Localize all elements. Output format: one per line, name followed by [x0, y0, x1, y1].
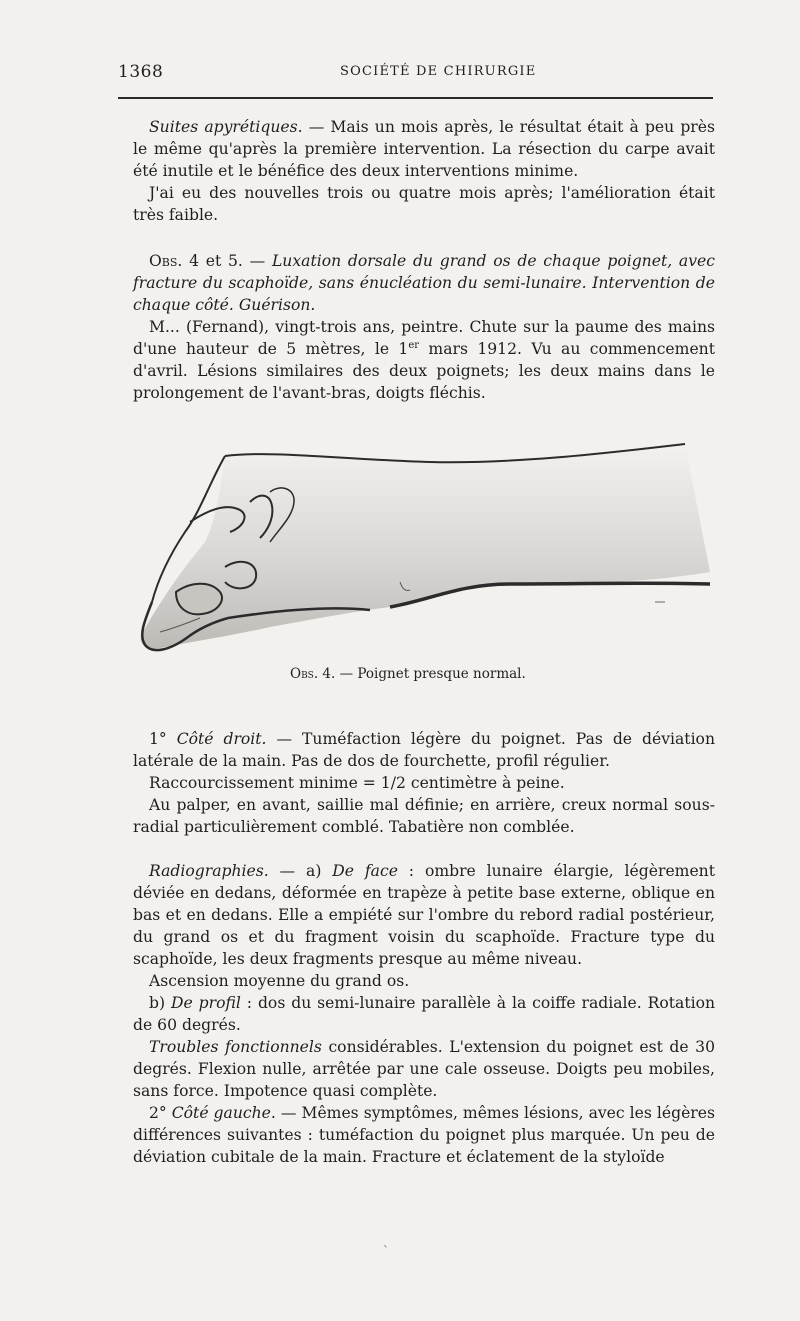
text-radiographies: : ombre lunaire élargie, légèrement déviée en dedans, déformée en trapèze à petite base externe, oblique en bas et en dedans. Elle a empiété sur l'ombre du rebord radial postérieur, du grand os et du fragment voisin du scaphoïde. Fracture type du scaphoïde, les deux fragments presque au même niveau.: [133, 862, 715, 968]
text-patient-sup: er: [408, 339, 420, 351]
text-profil-pre: b): [149, 994, 171, 1012]
lead-gauche: Côté gauche.: [171, 1104, 276, 1122]
running-title: SOCIÉTÉ DE CHIRURGIE: [340, 64, 537, 79]
text-raccourcissement: Raccourcissement minime = 1/2 centimètre à peine.: [149, 774, 565, 792]
lead-de-face: De face: [332, 862, 398, 880]
lead-suites: Suites apyrétiques.: [149, 118, 303, 136]
stray-mark: ˋ: [383, 1244, 389, 1258]
lead-droit: Côté droit.: [176, 730, 267, 748]
lead-radiographies: Radiographies.: [149, 862, 269, 880]
paragraph-patient: [133, 316, 715, 404]
paragraph-nouvelles: [133, 182, 715, 226]
paragraph-de-profil: [133, 992, 715, 1036]
text-troubles: considérables. L'extension du poignet est de 30 degrés. Flexion nulle, arrêtée par une cale osseuse. Doigts peu mobiles, sans force. Impotence quasi complète.: [133, 1038, 715, 1100]
paragraph-cote-gauche: [133, 1102, 715, 1168]
text-patient-after: mars 1912. Vu au commencement d'avril. Lésions similaires des deux poignets; les deux mains dans le prolongement de l'avant-bras, doigts fléchis.: [133, 340, 715, 402]
text-nouvelles: J'ai eu des nouvelles trois ou quatre mois après; l'amélioration était très faible.: [133, 184, 715, 224]
paragraph-radiographies: [133, 860, 715, 970]
obs-label: Obs.: [149, 252, 183, 270]
num-gauche: 2°: [149, 1104, 167, 1122]
text-ascension: Ascension moyenne du grand os.: [149, 972, 410, 990]
caption-text: 4. — Poignet presque normal.: [318, 666, 526, 682]
text-de-profil: : dos du semi-lunaire parallèle à la coiffe radiale. Rotation de 60 degrés.: [133, 994, 716, 1034]
text-droit: — Tuméfaction légère du poignet. Pas de déviation latérale de la main. Pas de dos de fourchette, profil régulier.: [133, 730, 715, 770]
paragraph-cote-droit: [133, 728, 715, 772]
wrist-illustration: [130, 432, 715, 662]
paragraph-ascension: [133, 970, 715, 992]
lead-de-profil: De profil: [170, 994, 241, 1012]
paragraph-troubles: [133, 1036, 715, 1102]
paragraph-suites: [133, 116, 715, 182]
paragraph-obs-heading: [133, 250, 715, 316]
obs-title: Luxation dorsale du grand os de chaque poignet, avec fracture du scaphoïde, sans énucléation du semi-lunaire. Intervention de chaque côté. Guérison.: [133, 252, 715, 314]
paragraph-palper: [133, 794, 715, 838]
text-radio-mid: — a): [268, 862, 333, 880]
text-suites: — Mais un mois après, le résultat était à peu près le même qu'après la première intervention. La résection du carpe avait été inutile et le bénéfice des deux interventions minime.: [133, 118, 715, 180]
header-rule: [118, 97, 713, 99]
paragraph-raccourcissement: [133, 772, 715, 794]
text-patient-before: M... (Fernand), vingt-trois ans, peintre. Chute sur la paume des mains d'une hauteur de 5 mètres, le 1: [133, 318, 715, 358]
caption-label: Obs.: [290, 666, 319, 682]
obs-numbers: 4 et 5. —: [182, 252, 272, 270]
lead-troubles: Troubles fonctionnels: [149, 1038, 322, 1056]
text-palper: Au palper, en avant, saillie mal définie; en arrière, creux normal sous-radial particulièrement comblé. Tabatière non comblée.: [133, 796, 715, 836]
text-gauche: — Mêmes symptômes, mêmes lésions, avec les légères différences suivantes : tuméfaction du poignet plus marquée. Un peu de déviation cubitale de la main. Fracture et éclatement de la styloïde: [133, 1104, 715, 1166]
num-droit: 1°: [149, 730, 167, 748]
figure-caption: [290, 666, 526, 682]
page-number: 1368: [118, 62, 164, 82]
